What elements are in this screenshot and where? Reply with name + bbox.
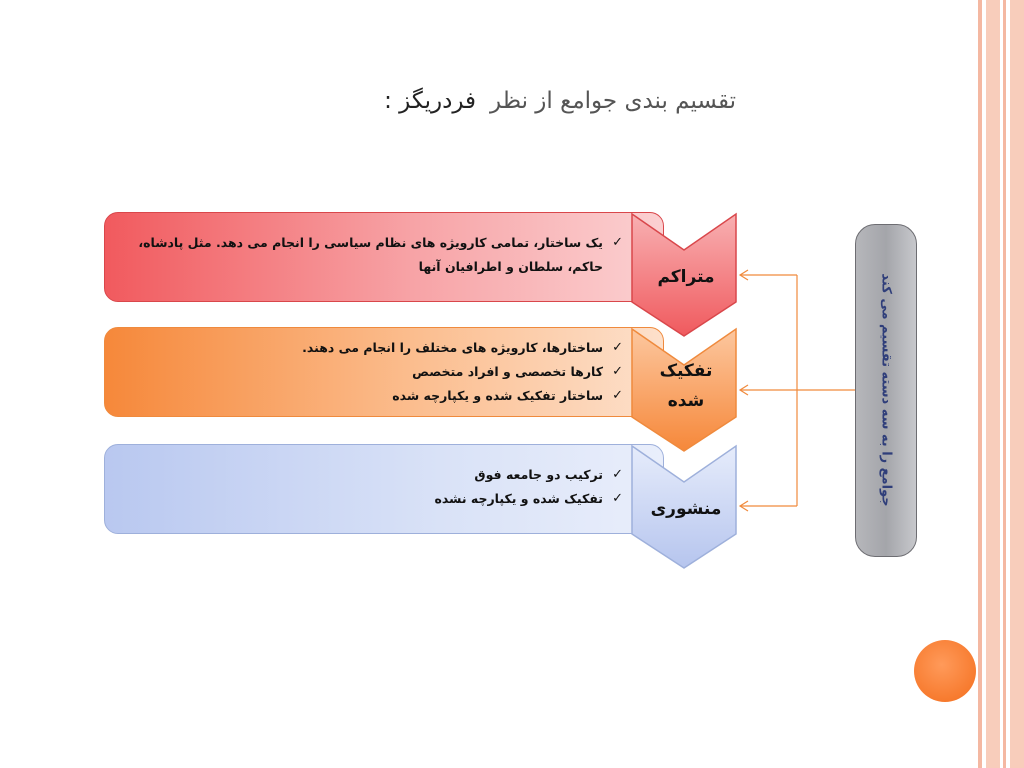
list-item: ✓ ترکیب دو جامعه فوق [117, 463, 623, 487]
list-item: ✓ ساختار تفکیک شده و یکپارچه شده [117, 384, 623, 408]
side-box-text: جوامع را به سه دسته تقسیم می کند [878, 273, 894, 507]
list-item: ✓ یک ساختار، تمامی کارویژه های نظام سیاسی را انجام می دهد. مثل پادشاه، حاکم، سلطان و اطرافیان آنها [117, 231, 623, 279]
list-item: ✓ کارها تخصصی و افراد متخصص [117, 360, 623, 384]
label-prismatic: منشوری [650, 499, 722, 519]
list-item: ✓ تفکیک شده و یکپارچه نشده [117, 487, 623, 511]
list-item: ✓ ساختارها، کارویژه های مختلف را انجام می دهند. [117, 336, 623, 360]
label-differentiated: تفکیک شده [659, 361, 713, 411]
title-part1: تقسیم بندی جوامع از نظر [490, 88, 736, 114]
decor-circle [914, 640, 976, 702]
label-dense: متراکم [657, 267, 715, 287]
title-part2: فردریگز : [384, 88, 477, 114]
